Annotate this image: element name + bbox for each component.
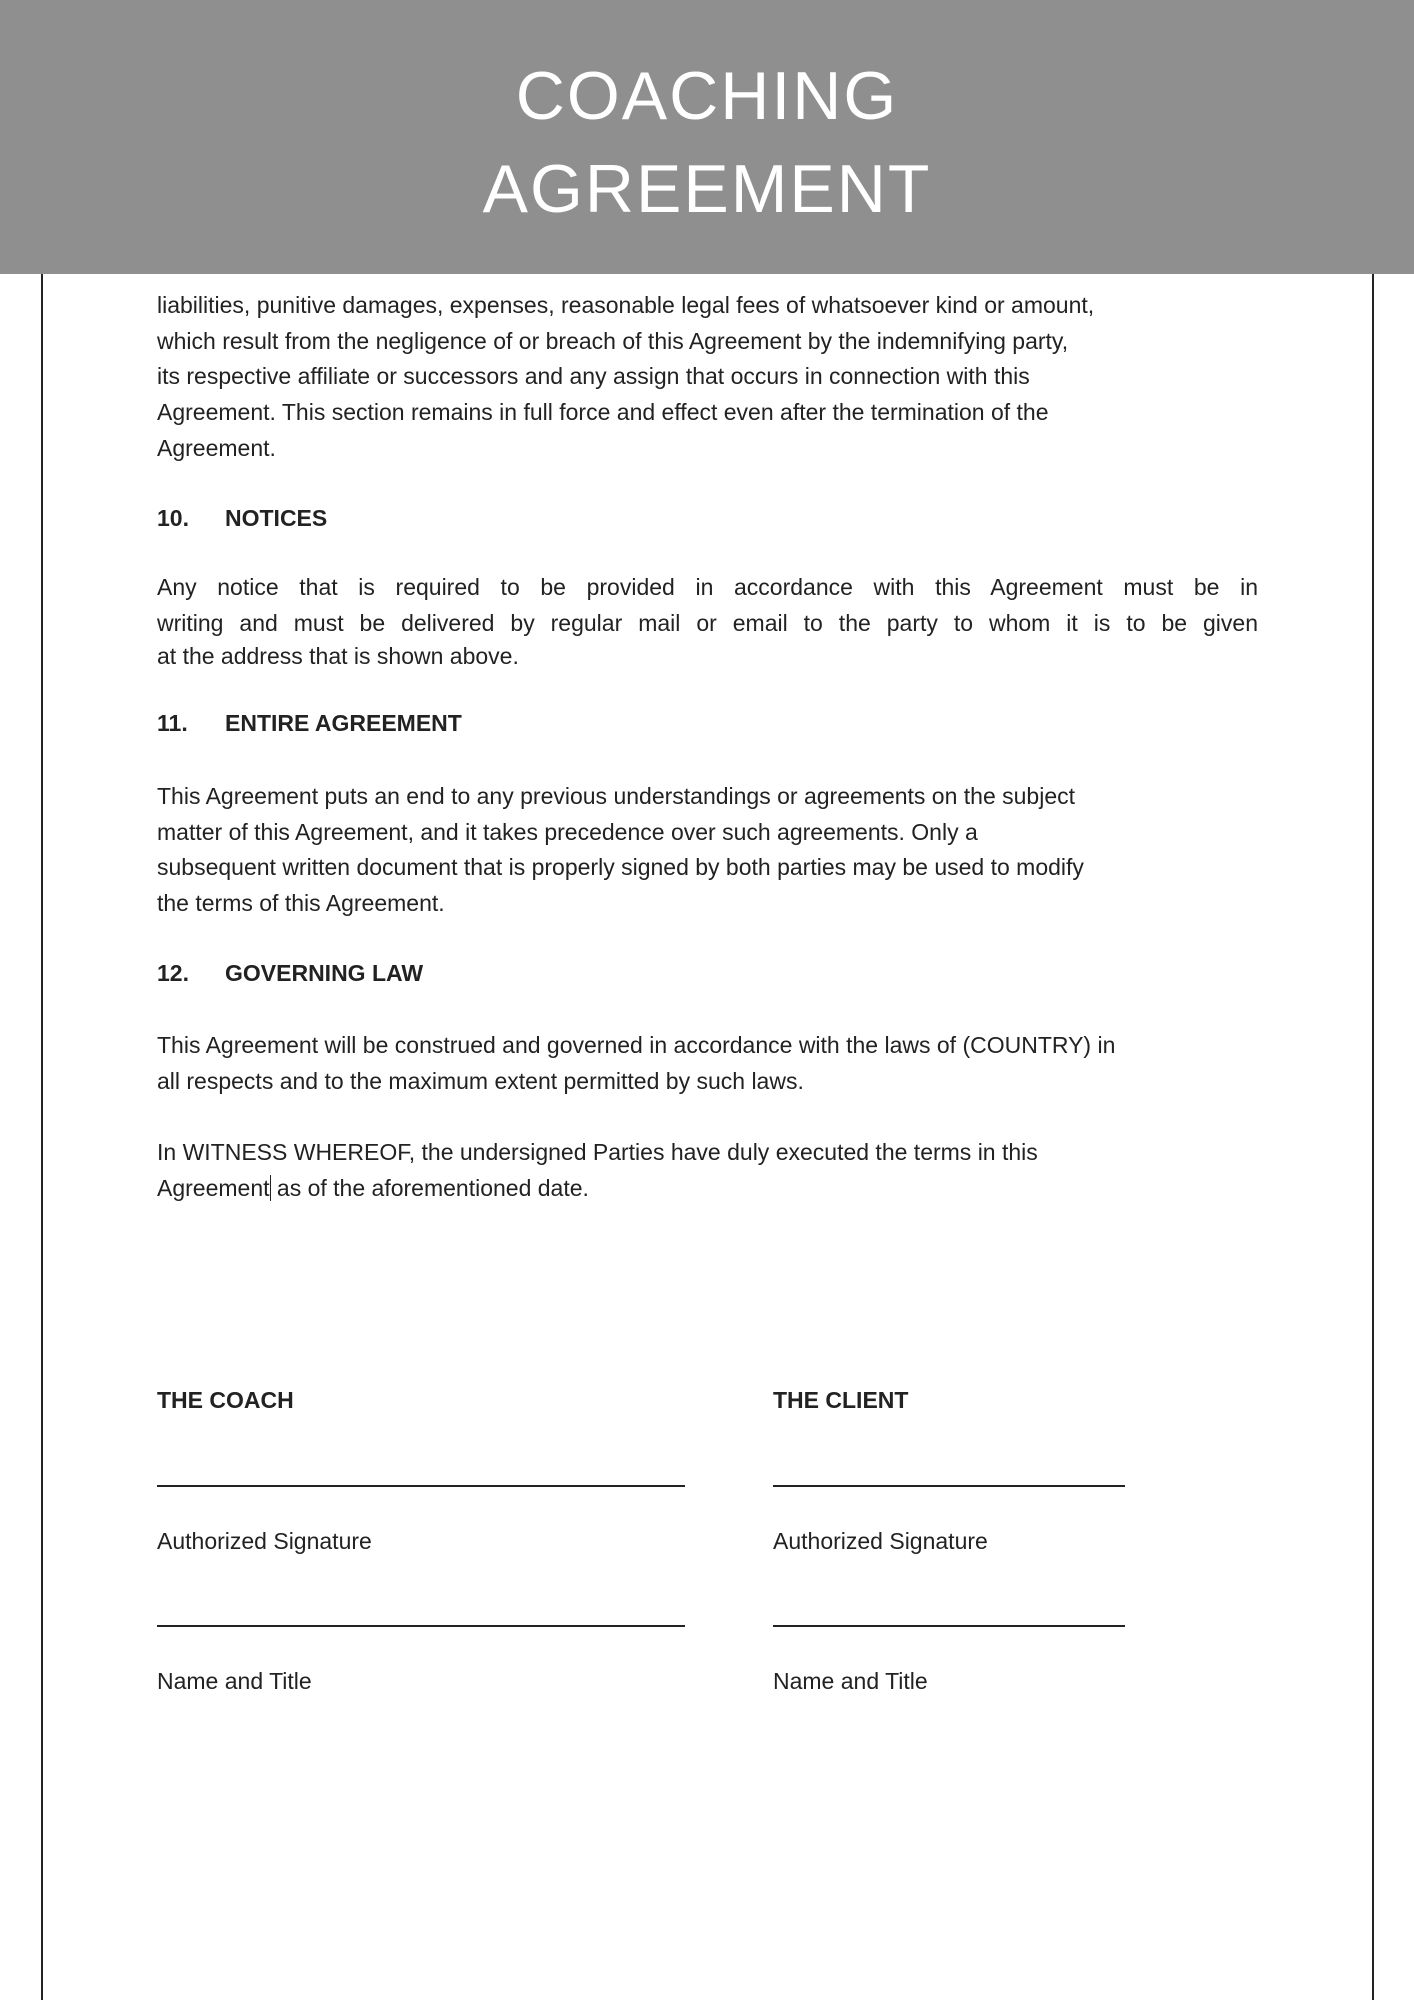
text-line: This Agreement will be construed and governed in accordance with the laws of (COUNTRY) in [157,1032,1116,1058]
section-number: 10. [157,505,189,531]
client-heading: THE CLIENT [773,1387,909,1413]
text-line: subsequent written document that is properly signed by both parties may be used to modify [157,854,1084,881]
coach-name-label: Name and Title [157,1668,312,1694]
header-banner [0,0,1414,274]
section-number: 11. [157,710,188,736]
entire-agreement-paragraph [157,779,1084,922]
page-border-right [1372,274,1374,2000]
page-border-left [41,274,43,2000]
section-title: ENTIRE AGREEMENT [225,710,462,736]
text-line [157,1171,1038,1207]
coach-heading: THE COACH [157,1387,294,1413]
text-line: which result from the negligence of or breach of this Agreement by the indemnifying party, [157,327,1069,354]
section-title: NOTICES [225,505,328,531]
client-name-label: Name and Title [773,1668,928,1694]
text-line: at the address that is shown above. [157,642,519,669]
text-line: liabilities, punitive damages, expenses, reasonable legal fees of whatsoever kind or amount, [157,292,1095,318]
section-number: 12. [157,960,189,986]
client-signature-label: Authorized Signature [773,1528,988,1554]
text-line: Agreement. This section remains in full force and effect even after the termination of the [157,399,1049,426]
indemnity-paragraph [157,288,1094,466]
client-name-line[interactable] [773,1625,1125,1627]
section-heading-governing-law [157,956,423,992]
coach-signature-line[interactable] [157,1485,685,1487]
governing-law-paragraph [157,1028,1115,1099]
text-line: matter of this Agreement, and it takes precedence over such agreements. Only a [157,818,978,845]
text-line: In WITNESS WHEREOF, the undersigned Parties have duly executed the terms in this [157,1139,1038,1165]
text-line: Any notice that is required to be provided in accordance with this Agreement must be in [157,574,1258,600]
text-line: writing and must be delivered by regular mail or email to the party to whom it is to be given [157,609,1258,636]
section-title: GOVERNING LAW [225,960,424,986]
witness-paragraph [157,1135,1038,1206]
coach-signature-label: Authorized Signature [157,1528,372,1554]
text-line: the terms of this Agreement. [157,890,445,917]
title-line-2: AGREEMENT [482,151,932,227]
text-line: its respective affiliate or successors and any assign that occurs in connection with this [157,363,1030,390]
title-line-1: COACHING [515,58,899,134]
text-line: Agreement. [157,434,276,461]
section-heading-entire-agreement [157,706,462,742]
text-line: This Agreement puts an end to any previous understandings or agreements on the subject [157,783,1076,809]
section-heading-notices [157,501,327,537]
notices-paragraph [157,570,1258,674]
text-fragment: Agreement [157,1174,270,1201]
client-signature-line[interactable] [773,1485,1125,1487]
coach-name-line[interactable] [157,1625,685,1627]
text-fragment: as of the aforementioned date. [276,1174,589,1201]
text-line: all respects and to the maximum extent permitted by such laws. [157,1067,804,1094]
